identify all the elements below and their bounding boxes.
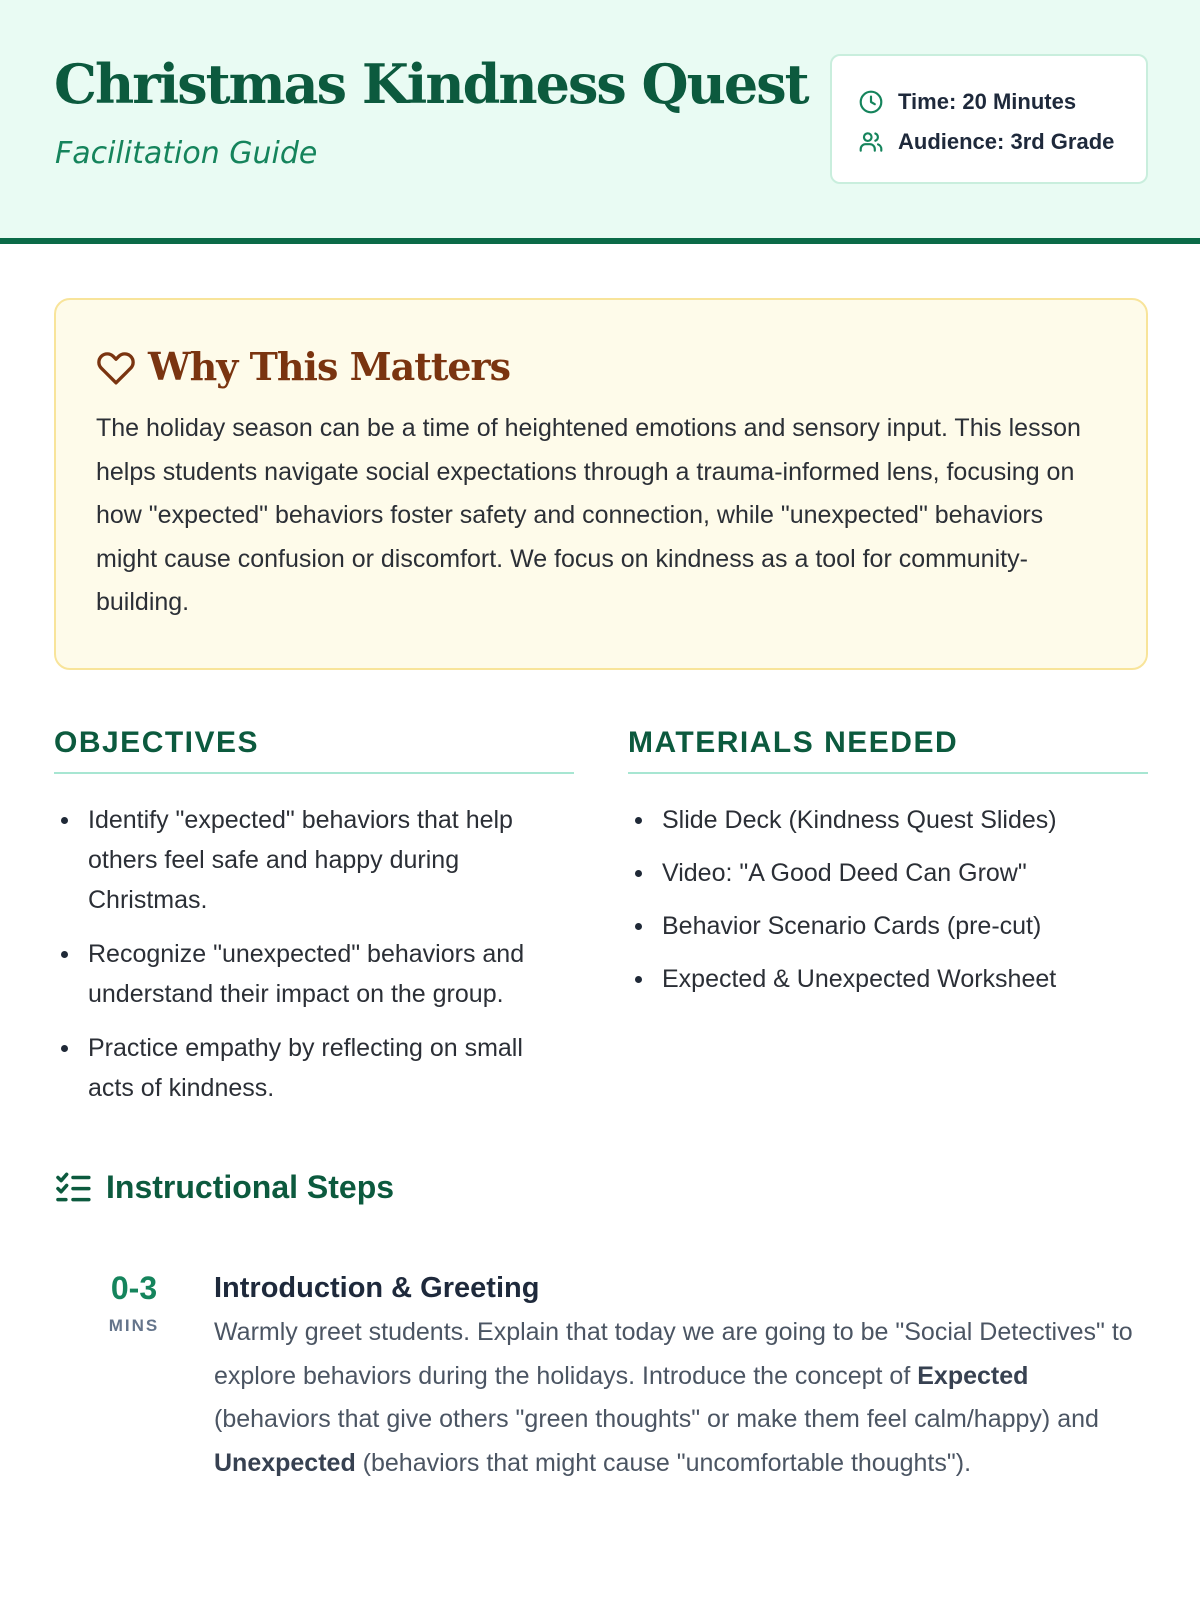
page-subtitle: Facilitation Guide [55,136,318,171]
checklist-icon [54,1168,92,1206]
list-item: Practice empathy by reflecting on small acts of kindness. [54,1028,574,1108]
materials-heading: MATERIALS NEEDED [628,726,1148,774]
steps-heading: Instructional Steps [106,1168,395,1205]
objectives-list [54,800,574,1108]
why-text: The holiday season can be a time of heightened emotions and sensory input. This lesson helps students navigate social expectations through a trauma-informed lens, focusing on how "expected" behaviors foster safety and connection, while "unexpected" behaviors might cause confusion or discomfort. We focus on kindness as a tool for community-building. [96,414,1081,616]
objectives-section [54,726,574,1122]
audience-label: Audience: 3rd Grade [898,129,1115,154]
step-body [214,1268,1134,1485]
list-item: Behavior Scenario Cards (pre-cut) [628,906,1148,946]
lesson-meta-card [830,54,1148,184]
audience-info [858,122,1146,162]
step-text-part: Warmly greet students. Explain that today we are going to be "Social Detectives" to explore behaviors during the holidays. Introduce the concept of [214,1318,1133,1390]
step-description [214,1311,1134,1485]
page-header [0,0,1200,244]
time-label: Time: 20 Minutes [898,89,1077,114]
why-heading-row [96,344,1106,389]
list-item: Slide Deck (Kindness Quest Slides) [628,800,1148,840]
why-this-matters-card [54,298,1148,670]
materials-section [628,726,1148,1012]
list-item: Expected & Unexpected Worksheet [628,959,1148,999]
step-duration [100,1268,168,1336]
page-title: Christmas Kindness Quest [54,52,808,116]
step-time-unit: MINS [108,1316,160,1335]
why-heading: Why This Matters [148,344,510,389]
time-info [858,82,1146,122]
clock-icon [858,89,884,115]
materials-list [628,800,1148,999]
step-term-expected: Expected [917,1361,1029,1390]
step-title: Introduction & Greeting [214,1272,540,1304]
list-item: Recognize "unexpected" behaviors and understand their impact on the group. [54,934,574,1014]
step-text-part: (behaviors that give others "green thoughts" or make them feel calm/happy) and [214,1405,1099,1433]
list-item: Identify "expected" behaviors that help others feel safe and happy during Christmas. [54,800,574,920]
heart-icon [96,347,136,387]
steps-heading-row [54,1168,394,1206]
objectives-heading: OBJECTIVES [54,726,574,774]
step-term-unexpected: Unexpected [214,1448,356,1477]
step-text-part: (behaviors that might cause "uncomfortable thoughts"). [355,1448,972,1477]
list-item: Video: "A Good Deed Can Grow" [628,853,1148,893]
users-icon [858,129,884,155]
step-time-range: 0-3 [110,1270,158,1306]
